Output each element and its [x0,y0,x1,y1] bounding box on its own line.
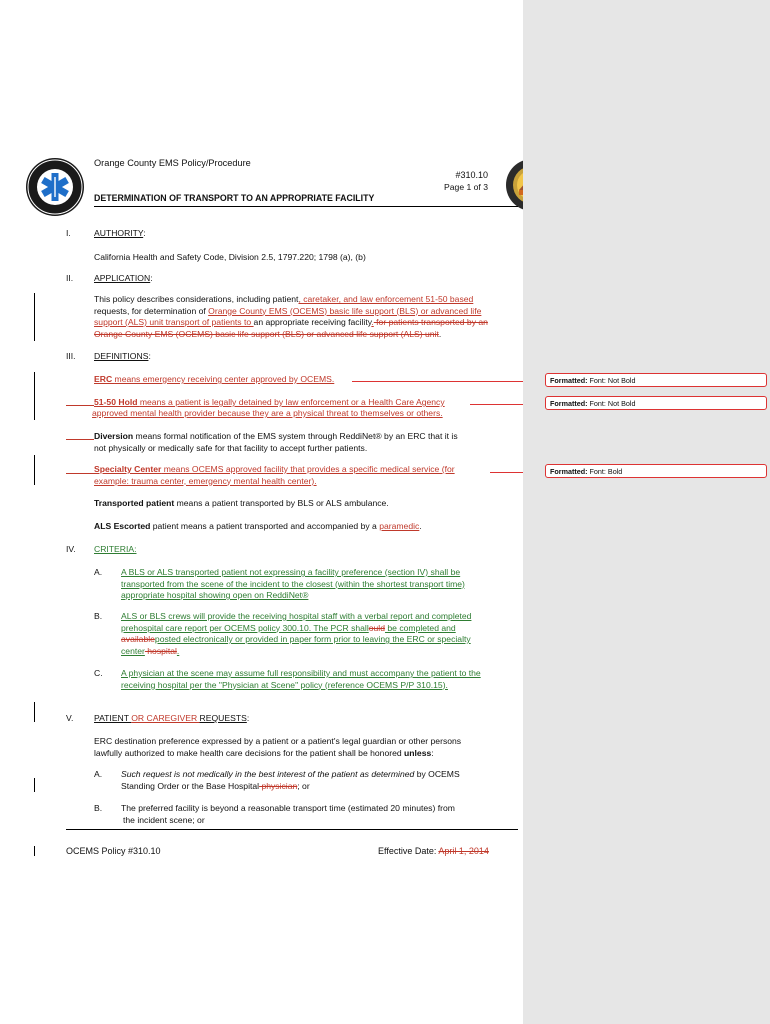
text: . [419,521,422,531]
line: ERC destination preference expressed by a patient or a patient's legal guardian or other persons [94,736,462,746]
insertion: . [371,317,374,327]
criteria-item-a [121,567,518,602]
definition: means emergency receiving center approved by OCEMS. [114,374,335,384]
definition: patient means a patient transported and accompanied by a [150,521,380,531]
line: posted electronically or provided in paper form prior to leaving the ERC or specialty [154,634,471,644]
insertion-line [66,439,94,440]
requests-paragraph [94,736,518,759]
requests-item-b [121,803,518,826]
insertion: OR CAREGIVER [131,713,200,723]
section-heading-application [94,273,153,285]
section-heading-requests [94,713,249,725]
formatted-balloon[interactable] [545,464,767,478]
footer-policy: OCEMS Policy #310.10 [66,846,161,856]
definition: means OCEMS approved facility that provides a specific medical service (for [161,464,455,474]
deletion: for patients transported by an [373,317,488,327]
item-label: C. [94,668,103,678]
term: ALS Escorted [94,521,151,531]
deletion: ould [368,622,385,633]
text: an appropriate receiving facility [253,317,372,327]
definition-erc [94,374,334,386]
line: transported from the scene of the incident to the closest (within the shortest transport time) [121,578,465,589]
item-label: A. [94,567,103,577]
line: A physician at the scene may assume full responsibility and must accompany the patient to the [121,668,481,678]
line: the incident scene; or [123,814,205,825]
bold-word: unless [404,747,432,758]
colon: : [148,351,151,361]
formatted-balloon[interactable] [545,373,767,387]
section-number: I. [66,228,71,238]
section-number: IV. [66,544,76,554]
label: Effective Date: [378,846,439,856]
term: Specialty Center [94,464,162,474]
term: ERC [94,374,115,384]
deletion: available [121,634,155,644]
heading-text: APPLICATION [94,273,151,283]
insertion: , caretaker, and law enforcement 51-50 based [298,294,474,304]
line: . [176,645,180,656]
line: prehospital care report per OCEMS policy 300.10. The PCR shall [121,622,369,633]
text: Standing Order or the Base Hospital [121,780,260,791]
criteria-item-c [121,668,518,691]
definition-als-escorted [94,521,422,533]
balloon-label: Formatted: [550,399,588,408]
section-heading-definitions [94,351,151,363]
balloon-label: Formatted: [550,376,588,385]
authority-text: California Health and Safety Code, Division 2.5, 1797.220; 1798 (a), (b) [94,252,366,262]
balloon-value: Font: Bold [587,467,623,476]
item-label: B. [94,803,103,813]
definition: means formal notification of the EMS system through ReddiNet® by an ERC that it is [133,431,458,441]
comment-leader [352,381,545,382]
definition: not physically or medically safe for that facility to accept further patients. [94,442,368,453]
deletion: physician [259,780,298,791]
deletion: hospital [144,645,177,656]
balloon-value: Font: Not Bold [587,399,636,408]
footer-effective-date [378,846,489,858]
change-bar [34,846,35,856]
page-label: Page 1 of 3 [444,182,488,192]
balloon-label: Formatted: [550,467,588,476]
definition: means a patient transported by BLS or ALS ambulance. [174,498,389,508]
markup-pane [523,0,770,1024]
insertion: support (ALS) unit transport of patients to [94,317,254,327]
section-number: II. [66,273,74,283]
heading-text: DEFINITIONS [94,351,149,361]
italic-text: Such request is not medically in the best interest of the patient as determined [121,769,415,779]
line: ALS or BLS crews will provide the receiving hospital staff with a verbal report and completed [121,611,472,621]
definition-5150-hold-cont [92,408,518,420]
text: This policy describes considerations, including patient [94,294,299,304]
colon: : [150,273,153,283]
line: receiving hospital per the "Physician at Scene" policy (reference OCEMS P/P 310.15). [121,679,448,690]
change-bar [34,702,35,722]
requests-item-a [121,769,518,792]
criteria-item-b [121,611,518,657]
deletion: Orange County EMS (OCEMS) basic life support (BLS) or advanced life support (ALS) unit [94,328,439,339]
text: . [438,328,442,339]
definition: approved mental health provider because they are a physical threat to themselves or others. [92,408,443,418]
insertion-line [66,473,94,474]
term: Diversion [94,431,134,441]
line: center [121,645,145,656]
deletion: April 1, 2014 [438,846,489,856]
header-rule [94,206,518,207]
heading-text: REQUESTS [199,713,247,723]
item-label: B. [94,611,103,621]
footer-rule [66,829,518,830]
definition-diversion [94,431,518,454]
line: be completed and [385,622,456,633]
balloon-value: Font: Not Bold [587,376,636,385]
application-paragraph [94,294,518,340]
change-bar [34,778,35,792]
line: appropriate hospital showing open on ReddiNet® [121,590,309,600]
section-heading-authority [94,228,146,240]
definition-5150-hold [94,397,518,409]
line: A BLS or ALS transported patient not expressing a facility preference (section IV) shall be [121,567,461,577]
term: 51-50 Hold [94,397,140,407]
definition: means a patient is legally detained by law enforcement or a Health Care Agency [139,397,445,407]
definition: example: trauma center, emergency mental health center). [94,475,317,486]
heading-text: PATIENT [94,713,132,723]
change-bar [34,293,35,341]
item-label: A. [94,769,103,779]
colon: : [246,713,250,723]
agency-line: Orange County EMS Policy/Procedure [94,158,251,168]
section-number: III. [66,351,76,361]
text: : [431,747,434,758]
line: The preferred facility is beyond a reasonable transport time (estimated 20 minutes) from [121,803,455,813]
policy-number: #310.10 [455,170,488,180]
ems-star-of-life-logo [26,158,84,216]
text: ; or [297,780,310,791]
definition-specialty-center [94,464,518,487]
insertion: Orange County EMS (OCEMS) basic life support (BLS) or advanced life [208,305,482,316]
document-title: DETERMINATION OF TRANSPORT TO AN APPROPRIATE FACILITY [94,193,375,203]
line: lawfully authorized to make health care decisions for the patient shall be honored [94,747,405,758]
section-heading-criteria: CRITERIA: [94,544,137,554]
definition-transported-patient [94,498,389,510]
section-number: V. [66,713,74,723]
text: by OCEMS [414,769,460,779]
colon: : [143,228,146,238]
insertion: paramedic [379,521,420,531]
comment-pane-title: Comment [DR1]: [533,140,541,141]
change-bar [34,372,35,420]
formatted-balloon[interactable] [545,396,767,410]
insertion-line [66,405,94,406]
change-bar [34,455,35,485]
heading-text: AUTHORITY [94,228,144,238]
text: requests, for determination of [94,305,209,316]
term: Transported patient [94,498,175,508]
